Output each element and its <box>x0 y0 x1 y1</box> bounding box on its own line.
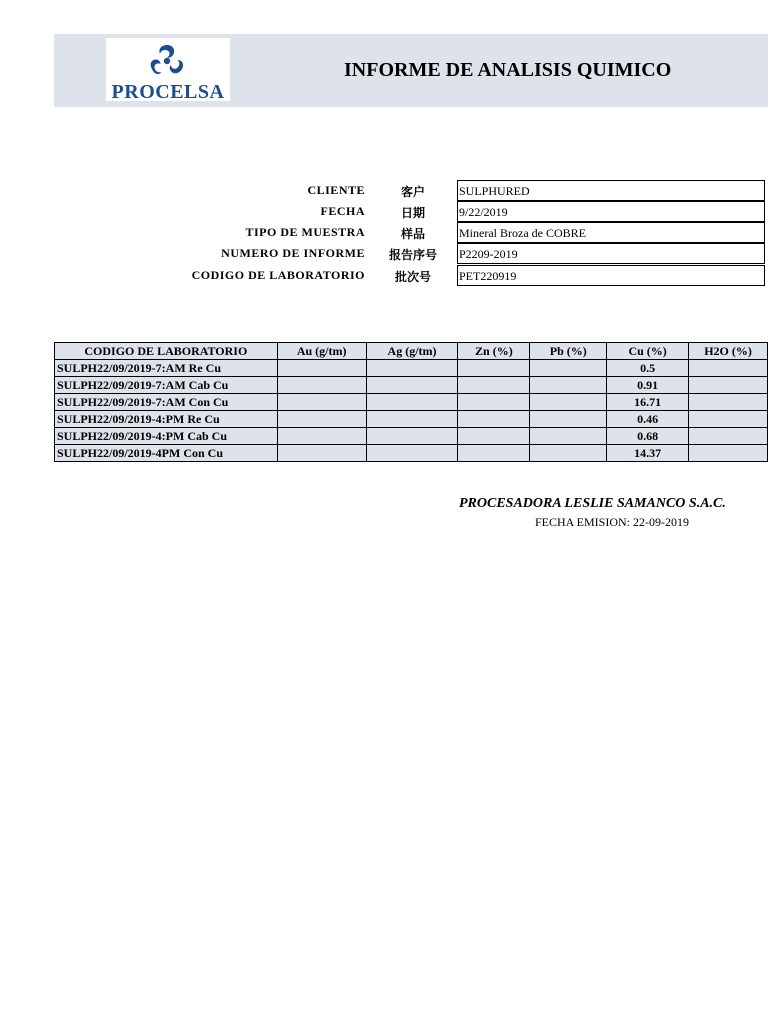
pb-cell <box>530 394 607 411</box>
pb-cell <box>530 411 607 428</box>
zn-cell <box>458 411 530 428</box>
zn-cell <box>458 394 530 411</box>
procelsa-logo-icon <box>142 41 192 81</box>
pb-cell <box>530 360 607 377</box>
info-label-cn: 客户 <box>400 185 425 199</box>
info-row-numero-informe <box>120 243 768 264</box>
info-label: FECHA <box>320 204 365 218</box>
h2o-cell <box>689 411 768 428</box>
au-cell <box>277 428 366 445</box>
emission-date: FECHA EMISION: 22-09-2019 <box>535 515 690 529</box>
cu-cell: 0.91 <box>607 377 689 394</box>
pb-cell <box>530 377 607 394</box>
issuer-company: PROCESADORA LESLIE SAMANCO S.A.C. <box>459 496 726 511</box>
h2o-cell <box>689 394 768 411</box>
ag-cell <box>366 428 458 445</box>
logo-text: PROCELSA <box>111 81 225 103</box>
info-row-fecha <box>120 201 768 222</box>
h2o-cell <box>689 360 768 377</box>
info-label-cn: 日期 <box>400 206 425 220</box>
info-value: Mineral Broza de COBRE <box>457 222 765 243</box>
info-value: PET220919 <box>457 265 765 286</box>
au-cell <box>277 377 366 394</box>
au-cell <box>277 445 366 462</box>
info-label-cn: 样品 <box>400 227 425 241</box>
au-cell <box>277 394 366 411</box>
info-label-cn: 报告序号 <box>388 248 437 262</box>
header-band <box>54 34 768 107</box>
column-header: Cu (%) <box>607 343 689 360</box>
info-row-codigo-laboratorio <box>120 265 768 286</box>
column-header: Au (g/tm) <box>277 343 366 360</box>
pb-cell <box>530 428 607 445</box>
cu-cell: 0.68 <box>607 428 689 445</box>
table-header-row <box>55 343 768 360</box>
sample-code-cell: SULPH22/09/2019-7:AM Cab Cu <box>55 377 278 394</box>
cu-cell: 14.37 <box>607 445 689 462</box>
ag-cell <box>366 411 458 428</box>
column-header: Zn (%) <box>458 343 530 360</box>
ag-cell <box>366 394 458 411</box>
sample-code-cell: SULPH22/09/2019-4:PM Cab Cu <box>55 428 278 445</box>
column-header: Pb (%) <box>530 343 607 360</box>
table-row <box>55 411 768 428</box>
au-cell <box>277 360 366 377</box>
table-row <box>55 360 768 377</box>
column-header: Ag (g/tm) <box>366 343 458 360</box>
sample-code-cell: SULPH22/09/2019-7:AM Con Cu <box>55 394 278 411</box>
au-cell <box>277 411 366 428</box>
zn-cell <box>458 360 530 377</box>
results-table <box>54 342 768 462</box>
info-label: CODIGO DE LABORATORIO <box>191 268 365 282</box>
report-title: INFORME DE ANALISIS QUIMICO <box>344 59 672 81</box>
column-header: CODIGO DE LABORATORIO <box>55 343 278 360</box>
cu-cell: 0.5 <box>607 360 689 377</box>
zn-cell <box>458 377 530 394</box>
info-value: SULPHURED <box>457 180 765 201</box>
pb-cell <box>530 445 607 462</box>
table-row <box>55 377 768 394</box>
zn-cell <box>458 445 530 462</box>
info-row-cliente <box>120 180 768 201</box>
sample-code-cell: SULPH22/09/2019-7:AM Re Cu <box>55 360 278 377</box>
table-row <box>55 445 768 462</box>
info-label: TIPO DE MUESTRA <box>245 225 365 239</box>
h2o-cell <box>689 445 768 462</box>
info-value: 9/22/2019 <box>457 201 765 222</box>
info-label: NUMERO DE INFORME <box>221 246 365 260</box>
column-header: H2O (%) <box>689 343 768 360</box>
table-row <box>55 428 768 445</box>
sample-code-cell: SULPH22/09/2019-4:PM Re Cu <box>55 411 278 428</box>
info-row-tipo-muestra <box>120 222 768 243</box>
cu-cell: 0.46 <box>607 411 689 428</box>
sample-code-cell: SULPH22/09/2019-4PM Con Cu <box>55 445 278 462</box>
ag-cell <box>366 360 458 377</box>
h2o-cell <box>689 428 768 445</box>
logo <box>106 38 230 101</box>
info-value: P2209-2019 <box>457 243 765 264</box>
ag-cell <box>366 445 458 462</box>
cu-cell: 16.71 <box>607 394 689 411</box>
info-label-cn: 批次号 <box>394 270 431 284</box>
ag-cell <box>366 377 458 394</box>
zn-cell <box>458 428 530 445</box>
table-row <box>55 394 768 411</box>
h2o-cell <box>689 377 768 394</box>
info-label: CLIENTE <box>307 183 365 197</box>
